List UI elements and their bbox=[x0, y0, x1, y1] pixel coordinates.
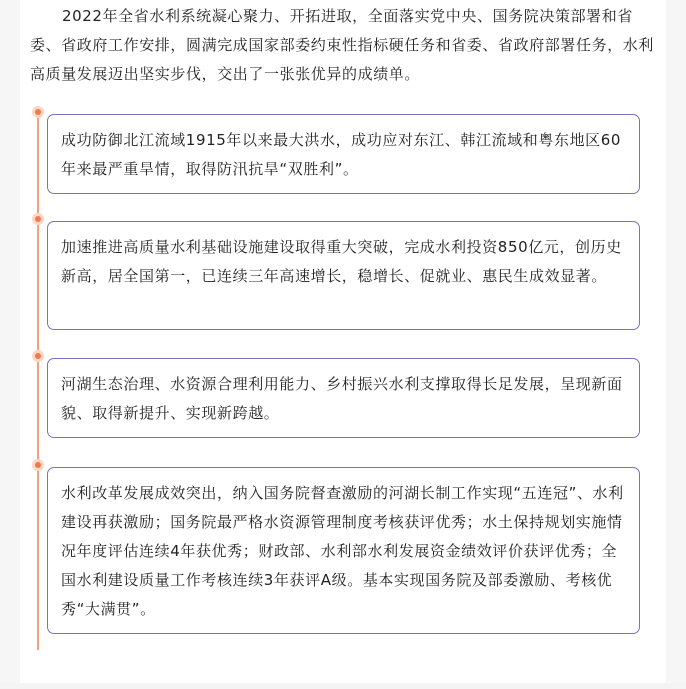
timeline-line bbox=[37, 110, 39, 650]
achievement-card-3 bbox=[47, 358, 640, 438]
timeline-dot bbox=[32, 459, 44, 471]
right-margin-strip bbox=[666, 0, 686, 689]
achievement-text-4: 水利改革发展成效突出，纳入国务院督查激励的河湖长制工作实现“五连冠”、水利建设再获激励；国务院最严格水资源管理制度考核获评优秀；水土保持规划实施情况年度评估连续4年获优秀；财政部、水利部水利发展资金绩效评价获评优秀；全国水利建设质量工作考核连续3年获评A级。基本实现国务院及部委激励、考核优秀“大满贯”。 bbox=[61, 484, 624, 618]
timeline-dot bbox=[32, 106, 44, 118]
achievement-card-2 bbox=[47, 221, 640, 330]
left-margin-strip bbox=[0, 0, 20, 689]
achievement-text-3: 河湖生态治理、水资源合理利用能力、乡村振兴水利支撑取得长足发展，呈现新面貌、取得新提升、实现新跨越。 bbox=[61, 375, 623, 422]
bottom-margin-strip bbox=[0, 683, 686, 689]
achievement-text-2: 加速推进高质量水利基础设施建设取得重大突破，完成水利投资850亿元，创历史新高，居全国第一，已连续三年高速增长，稳增长、促就业、惠民生成效显著。 bbox=[61, 238, 622, 285]
timeline-dot bbox=[32, 350, 44, 362]
achievement-card-1 bbox=[47, 114, 640, 194]
intro-paragraph: 2022年全省水利系统凝心聚力、开拓进取，全面落实党中央、国务院决策部署和省委、省政府工作安排，圆满完成国家部委约束性指标硬任务和省委、省政府部署任务，水利高质量发展迈出坚实步伐，交出了一张张优异的成绩单。 bbox=[30, 7, 655, 83]
achievement-text-1: 成功防御北江流域1915年以来最大洪水，成功应对东江、韩江流域和粤东地区60年来最严重旱情，取得防汛抗旱“双胜利”。 bbox=[61, 131, 622, 178]
achievement-card-4 bbox=[47, 467, 640, 634]
timeline-dot bbox=[32, 213, 44, 225]
